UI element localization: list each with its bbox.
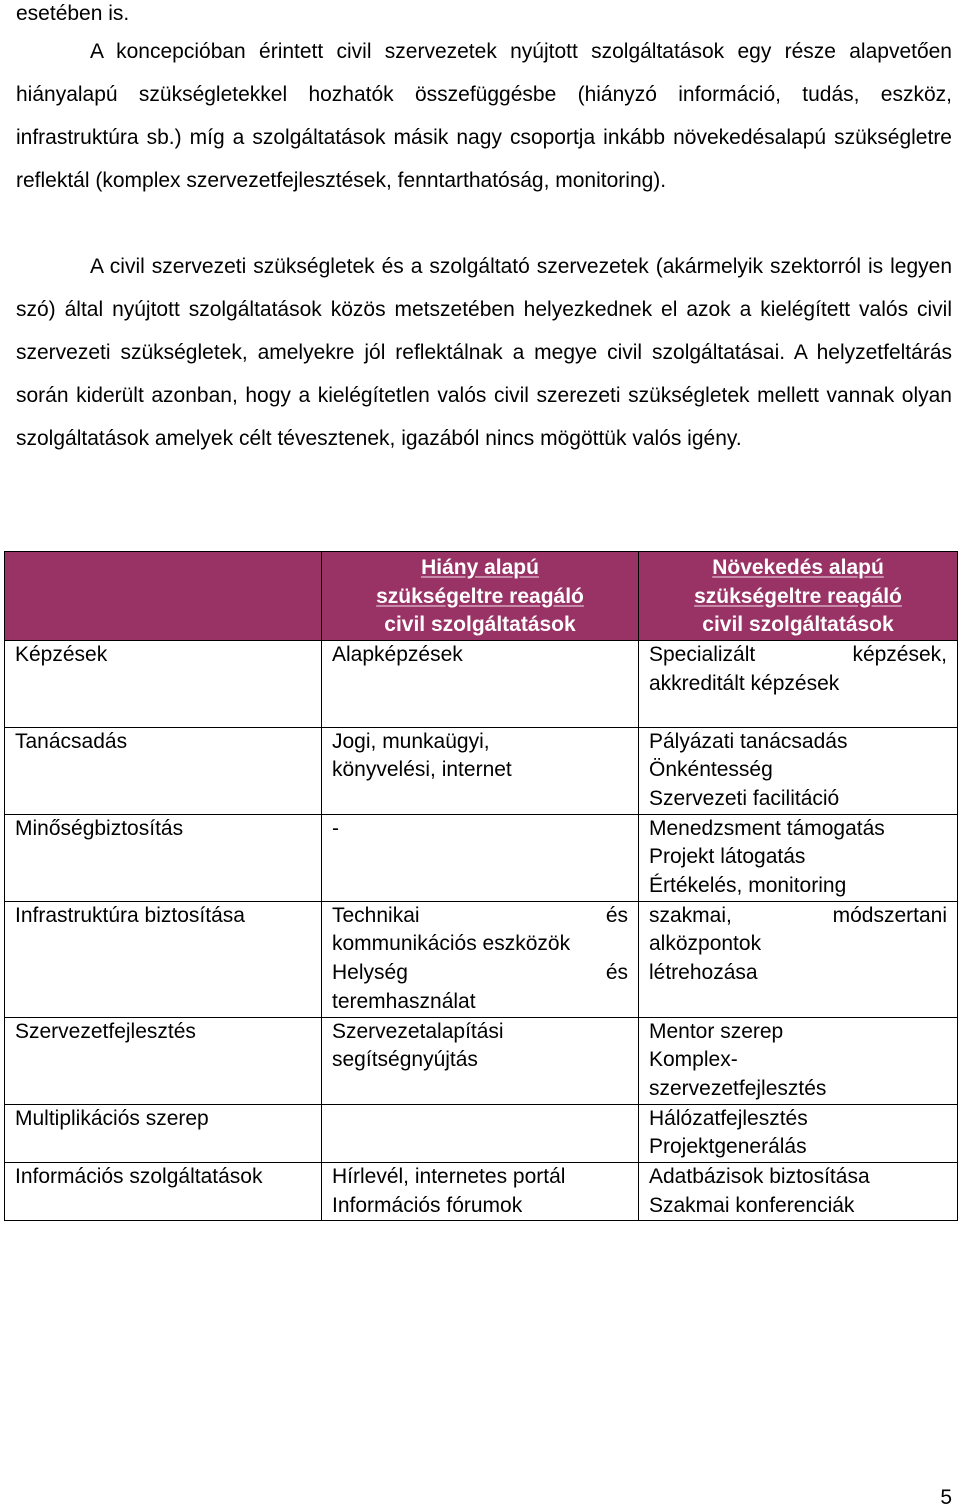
deficit-line: kommunikációs eszközök — [332, 932, 571, 956]
deficit-cell — [322, 1163, 639, 1221]
services-table — [4, 551, 958, 1221]
header-cell-deficit — [322, 552, 639, 641]
category-label: Minőségbiztosítás — [15, 816, 184, 840]
category-cell — [5, 901, 322, 1017]
deficit-cell — [322, 727, 639, 814]
growth-cell — [639, 1104, 958, 1162]
deficit-line: Jogi, munkaügyi, — [332, 729, 490, 753]
deficit-cell — [322, 641, 639, 727]
header-growth-line: Növekedés alapú — [712, 556, 884, 579]
growth-line: akkreditált képzések — [649, 671, 840, 695]
growth-line: alközpontok — [649, 932, 762, 956]
growth-line: szakmai, módszertani — [649, 903, 947, 927]
table-row — [5, 1104, 958, 1162]
growth-line: Mentor szerep — [649, 1019, 784, 1043]
growth-line: Menedzsment támogatás — [649, 816, 885, 840]
growth-line: szervezetfejlesztés — [649, 1076, 827, 1100]
deficit-line: Alapképzések — [332, 643, 463, 667]
growth-cell — [639, 901, 958, 1017]
category-cell — [5, 1104, 322, 1162]
table-row — [5, 901, 958, 1017]
table-row — [5, 1163, 958, 1221]
growth-line: létrehozása — [649, 961, 758, 985]
growth-line: Adatbázisok biztosítása — [649, 1165, 870, 1189]
category-label: Tanácsadás — [15, 729, 128, 753]
growth-cell — [639, 641, 958, 727]
growth-cell — [639, 814, 958, 901]
paragraph-intro-tail: esetében is. — [16, 2, 130, 25]
header-deficit-line: Hiány alapú — [421, 556, 539, 579]
growth-cell — [639, 1017, 958, 1104]
deficit-line: - — [332, 816, 339, 840]
category-label: Képzések — [15, 643, 108, 667]
category-label: Szervezetfejlesztés — [15, 1019, 196, 1043]
growth-line: Specializált képzések, — [649, 643, 947, 667]
growth-line: Komplex- — [649, 1048, 738, 1072]
growth-cell — [639, 727, 958, 814]
deficit-line: segítségnyújtás — [332, 1048, 478, 1072]
header-deficit-line: szükségeltre reagáló — [376, 584, 584, 608]
deficit-line: könyvelési, internet — [332, 758, 512, 782]
category-cell — [5, 1163, 322, 1221]
table-row — [5, 1017, 958, 1104]
deficit-line: Szervezetalapítási — [332, 1019, 504, 1043]
growth-line: Szakmai konferenciák — [649, 1193, 855, 1217]
deficit-cell — [322, 901, 639, 1017]
cell-spacer — [649, 699, 947, 727]
category-label: Multiplikációs szerep — [15, 1106, 209, 1130]
table-header-row — [5, 552, 958, 641]
growth-line: Projektgenerálás — [649, 1135, 807, 1159]
table-row — [5, 727, 958, 814]
category-cell — [5, 1017, 322, 1104]
table-row — [5, 814, 958, 901]
page-number: 5 — [940, 1486, 952, 1509]
growth-line: Önkéntesség — [649, 758, 773, 782]
deficit-line: Technikai és — [332, 903, 628, 927]
growth-line: Pályázati tanácsadás — [649, 729, 848, 753]
deficit-line: teremhasználat — [332, 989, 476, 1013]
category-cell — [5, 727, 322, 814]
header-growth-line: civil szolgáltatások — [702, 613, 894, 637]
table-row — [5, 641, 958, 727]
category-cell — [5, 814, 322, 901]
deficit-cell — [322, 1017, 639, 1104]
category-cell — [5, 641, 322, 727]
header-cell-category — [5, 552, 322, 641]
deficit-line: Helység és — [332, 961, 628, 985]
growth-line: Szervezeti facilitáció — [649, 786, 840, 810]
category-label: Infrastruktúra biztosítása — [15, 903, 245, 927]
deficit-line: Hírlevél, internetes portál — [332, 1165, 566, 1189]
growth-cell — [639, 1163, 958, 1221]
deficit-line: Információs fórumok — [332, 1193, 523, 1217]
growth-line: Projekt látogatás — [649, 845, 806, 869]
paragraph-needs: A civil szervezeti szükségletek és a szolgáltató szervezetek (akármelyik szektorról is legyen szó) által nyújtott szolgáltatások közös metszetében helyezkednek el azok a kielégített valós civil szervezeti szükségletek, amelyekre jól reflektálnak a megye civil szolgáltatásai. A helyzetfeltárás során kiderült azonban, hogy a kielégítetlen valós civil szerezeti szükségletek mellett vannak olyan szolgáltatások amelyek célt tévesztenek, igazából nincs mögöttük valós igény. — [16, 255, 952, 450]
header-deficit-line: civil szolgáltatások — [384, 613, 576, 637]
header-cell-growth — [639, 552, 958, 641]
deficit-cell — [322, 814, 639, 901]
paragraph-concept: A koncepcióban érintett civil szervezetek nyújtott szolgáltatások egy része alapvetően hiányalapú szükségletekkel hozhatók összefüggésbe (hiányzó információ, tudás, eszköz, infrastruktúra sb.) míg a szolgáltatások másik nagy csoportja inkább növekedésalapú szükségletre reflektál (komplex szervezetfejlesztések, fenntarthatóság, monitoring). — [16, 40, 952, 192]
growth-line: Hálózatfejlesztés — [649, 1106, 808, 1130]
deficit-cell — [322, 1104, 639, 1162]
category-label: Információs szolgáltatások — [15, 1165, 263, 1189]
header-growth-line: szükségeltre reagáló — [694, 584, 902, 608]
growth-line: Értékelés, monitoring — [649, 874, 847, 898]
